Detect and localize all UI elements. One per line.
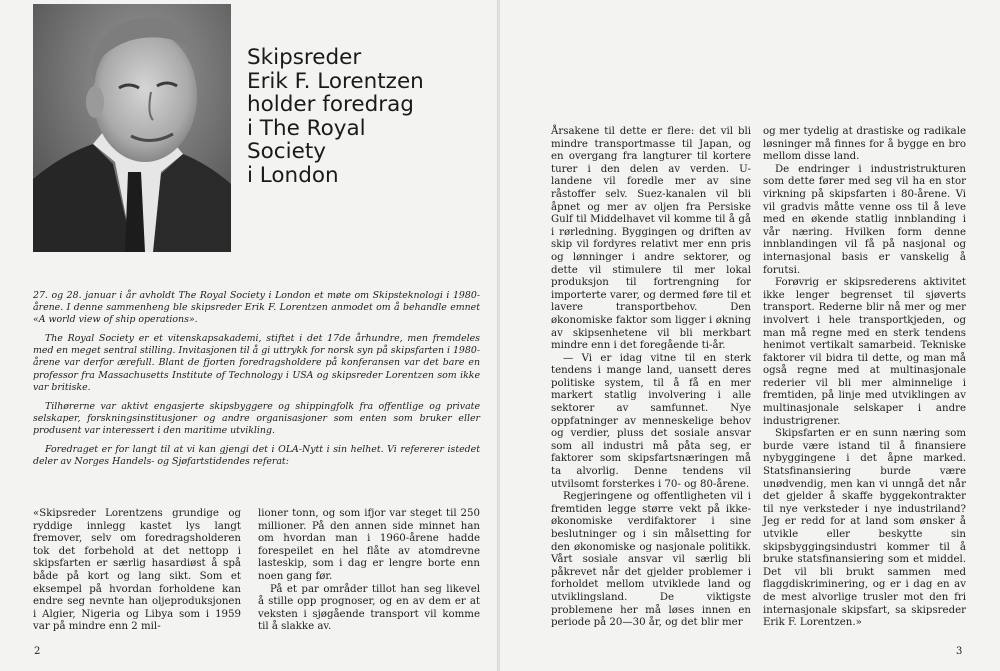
body-paragraph: De endringer i industristrukturen som dette fører med seg vil ha en stor virkning på skipsfarten i 80-årene. Vi vil gradvis måtte venne oss til å leve med en økende statlig innblanding i vår næring. Hvilken form denne innblandingen vil få på nasjonal og internasjonal basis er vanskelig å forutsi. — [763, 163, 966, 276]
title-line: Skipsreder — [247, 45, 362, 70]
body-paragraph: — Vi er idag vitne til en sterk tendens i mange land, uansett deres politiske system, til å få en mer markert statlig involvering i alle sektorer av samfunnet. Nye oppfatninger av menneskelige behov og verdier, pluss det sosiale ansvar som all industri må påta seg, er faktorer som skipsfartsnæringen må ta alvorlig. Denne tendens vil utvilsomt forsterkes i 70- og 80-årene. — [551, 352, 751, 490]
article-title — [247, 46, 487, 187]
right-body-column-2 — [763, 126, 966, 630]
intro-paragraph: The Royal Society er et vitenskapsakademi, stiftet i det 17de århundre, men fremdeles med en meget sentral stilling. Invitasjonen til å gi uttrykk for norsk syn på skipsfarten i 1980-årene var derfor ærefull. Blant de fjorten foredragsholdere på konferansen var det bare en professor fra Massachusetts Institute of Technology i USA og skipsreder Lorentzen som ikke var britiske. — [33, 333, 480, 393]
title-line: i The Royal — [247, 115, 366, 141]
body-paragraph: «Skipsreder Lorentzens grundige og ryddige innlegg kastet lys langt fremover, selv om foredragsholderen tok det forbehold at det nettopp i skipsfarten er særlig hasardiøst å spå både på kort og lang sikt. Som et eksempel på hvordan forholdene kan endre seg nevnte han oljeproduksjonen i Algier, Nigeria og Libya som i 1959 var på mindre enn 2 mil- — [33, 508, 241, 633]
title-line: Society — [247, 139, 326, 164]
body-paragraph: og mer tydelig at drastiske og radikale løsninger må finnes for å bygge en bro mellom disse land. — [763, 126, 966, 163]
left-page — [0, 0, 497, 671]
portrait-image — [33, 4, 231, 252]
intro-paragraph: Foredraget er for langt til at vi kan gjengi det i OLA-Nytt i sin helhet. Vi refererer istedet deler av Norges Handels- og Sjøfartstidendes referat: — [33, 444, 480, 468]
page-number-right: 3 — [956, 646, 963, 657]
body-paragraph: På et par områder tillot han seg likevel å stille opp prognoser, og en av dem er at veksten i sjøgående transport vil komme til å slakke av. — [258, 583, 480, 633]
intro-paragraph: 27. og 28. januar i år avholdt The Royal Society i London et møte om Skipsteknologi i 1980-årene. I denne sammenheng ble skipsreder Erik F. Lorentzen anmodet om å behandle emnet «A world view of ship operations». — [33, 290, 480, 326]
title-line: Erik F. Lorentzen — [247, 68, 424, 94]
right-body-column-1 — [551, 126, 751, 630]
intro-text — [33, 290, 480, 475]
body-paragraph: Regjeringene og offentligheten vil i fremtiden legge større vekt på ikke-økonomiske verdifaktorer i sine beslutninger og i sin målsetting for den økonomiske og nasjonale politikk. Vårt sosiale ansvar vil særlig bli påkrevet når det gjelder problemer i forholdet mellom utviklede land og utviklingsland. De viktigste problemene her må løses innen en periode på 20—30 år, og det blir mer — [551, 491, 751, 629]
page-number-left: 2 — [34, 646, 41, 657]
left-body-column-1 — [33, 508, 241, 634]
body-paragraph: lioner tonn, og som ifjor var steget til 250 millioner. På den annen side minnet han om hvordan man i 1960-årene hadde forespeilet en hel flåte av atomdrevne lasteskip, som i dag er lengre borte enn noen gang før. — [258, 508, 480, 582]
left-body-column-2 — [258, 508, 480, 634]
body-paragraph: Årsakene til dette er flere: det vil bli mindre transportmasse til Japan, og en overgang fra langturer til kortere turer i den delen av verden. U-landene vil foredle mer av sine råstoffer selv. Suez-kanalen vil bli åpnet og mer av oljen fra Persiske Gulf til Middelhavet vil komme til å gå i rørledning. Byggingen og driften av skip vil fordyres relativt mer enn pris og lønninger i andre sektorer, og dette vil stimulere til mer lokal produksjon til fortrengning for importerte varer, og dermed føre til et lavere transportbehov. Den økonomiske faktor som ligger i økning av skipsenhetene vil bli merkbart mindre enn i det foregående ti-år. — [551, 126, 751, 352]
portrait-photo — [33, 4, 231, 252]
intro-paragraph: Tilhørerne var aktivt engasjerte skipsbyggere og shippingfolk fra offentlige og private selskaper, forskningsinstitusjoner og andre organisasjoner som enten som bruker eller produsent var interessert i den maritime utvikling. — [33, 400, 480, 436]
right-page — [500, 0, 1000, 671]
body-paragraph: Skipsfarten er en sunn næring som burde være istand til å finansiere nybyggingene i det åpne marked. Statsfinansiering burde være unødvendig, men kan vi unngå det når det gjelder å skaffe byggekontrakter til nye verksteder i nye industriland? Jeg er redd for at land som ønsker å utvikle eller beskytte sin skipsbyggingsindustri kommer til å bruke statsfinansiering som et middel. Det vil bli brukt sammen med flaggdiskriminering, og er i dag en av de mest alvorlige trusler mot den fri internasjonale skipsfart, sa skipsreder Erik F. Lorentzen.» — [763, 428, 966, 629]
body-paragraph: Forøvrig er skipsrederens aktivitet ikke lenger begrenset til sjøverts transport. Rederne blir nå mer og mer involvert i hele transportkjeden, og man må regne med en sterk tendens henimot vertikalt samarbeid. Tekniske faktorer vil bidra til dette, og man må også regne med at multinasjonale rederier vil bli mer alminnelige i fremtiden, på linje med utviklingen av multinasjonale selskaper i andre industrigrener. — [763, 277, 966, 427]
title-line: holder foredrag — [247, 92, 414, 117]
title-line: i London — [247, 162, 339, 188]
